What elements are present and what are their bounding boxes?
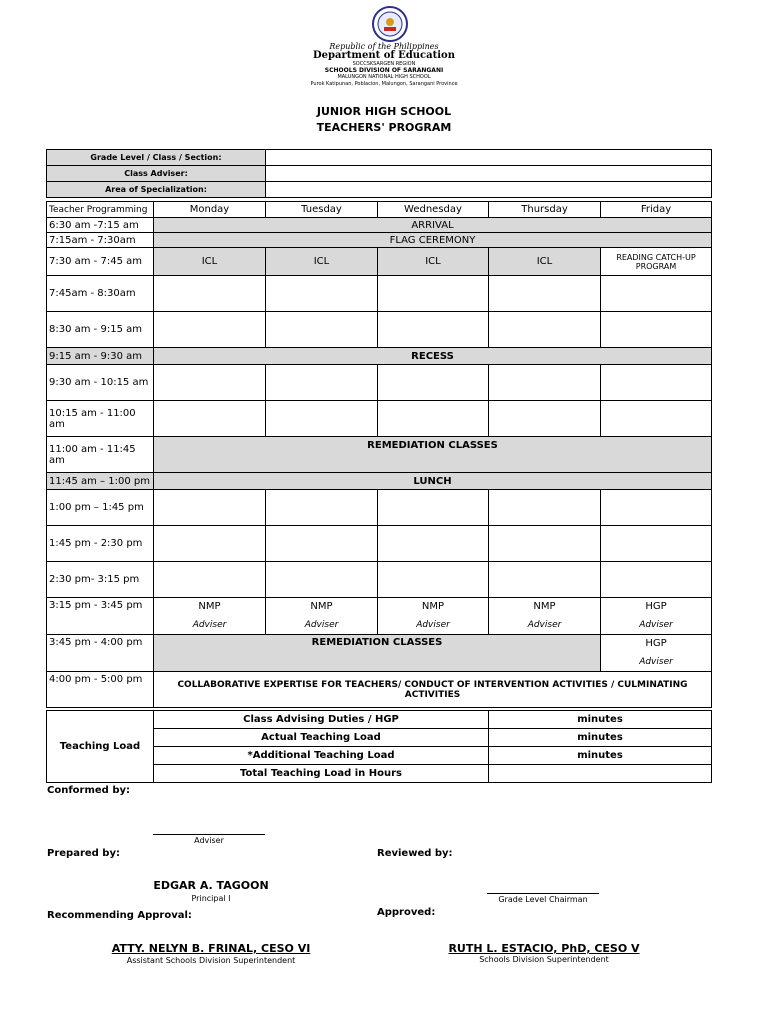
recommending-approval-label: Recommending Approval:	[47, 910, 192, 921]
division-text: SCHOOLS DIVISION OF SARANGANI	[324, 67, 444, 74]
time-slot: 3:45 pm - 4:00 pm	[47, 635, 154, 672]
additional-minutes[interactable]: minutes	[489, 747, 712, 765]
schedule-cell[interactable]	[154, 490, 266, 526]
schedule-cell[interactable]	[266, 490, 378, 526]
chairman-caption: Grade Level Chairman	[498, 895, 588, 904]
class-adviser-label: Class Adviser:	[47, 166, 266, 182]
schedule-cell[interactable]	[601, 276, 712, 312]
schedule-cell[interactable]	[601, 562, 712, 598]
region-text: SOCCSKSARGEN REGION	[352, 61, 416, 67]
prepared-by-label: Prepared by:	[47, 848, 120, 859]
advising-minutes[interactable]: minutes	[489, 711, 712, 729]
asds-name: ATTY. NELYN B. FRINAL, CESO VI	[111, 942, 311, 955]
approved-label: Approved:	[377, 907, 436, 918]
specialization-label: Area of Specialization:	[47, 182, 266, 198]
schedule-cell[interactable]	[601, 490, 712, 526]
adviser-note: Adviser	[527, 620, 562, 630]
time-slot: 10:15 am - 11:00 am	[47, 401, 154, 437]
time-slot: 11:00 am - 11:45 am	[47, 437, 154, 473]
day-monday: Monday	[154, 202, 266, 218]
recess-cell: RECESS	[154, 348, 712, 365]
time-slot: 3:15 pm - 3:45 pm	[47, 598, 154, 635]
actual-minutes[interactable]: minutes	[489, 729, 712, 747]
grade-level-label: Grade Level / Class / Section:	[47, 150, 266, 166]
schedule-cell[interactable]	[489, 401, 601, 437]
doc-title-1: JUNIOR HIGH SCHOOL	[316, 105, 452, 118]
schedule-cell[interactable]	[378, 365, 489, 401]
time-slot: 7:45am - 8:30am	[47, 276, 154, 312]
conformed-by-label: Conformed by:	[47, 785, 130, 796]
time-slot: 2:30 pm- 3:15 pm	[47, 562, 154, 598]
teaching-load-label: Teaching Load	[47, 711, 154, 783]
schedule-cell[interactable]	[489, 312, 601, 348]
nmp-label: NMP	[533, 601, 556, 612]
collaborative-expertise-cell: COLLABORATIVE EXPERTISE FOR TEACHERS/ CONDUCT OF INTERVENTION ACTIVITIES / CULMINATING ACTIVITIES	[154, 672, 712, 708]
class-advising-label: Class Advising Duties / HGP	[154, 711, 489, 729]
schedule-cell[interactable]	[489, 490, 601, 526]
schedule-cell[interactable]	[266, 276, 378, 312]
schedule-table	[46, 201, 712, 708]
doc-title-2: TEACHERS' PROGRAM	[316, 121, 452, 134]
schedule-cell[interactable]	[489, 276, 601, 312]
schedule-cell[interactable]	[378, 401, 489, 437]
class-adviser-value[interactable]	[266, 166, 712, 182]
additional-load-label: *Additional Teaching Load	[154, 747, 489, 765]
republic-text: Republic of the Philippines	[329, 42, 439, 51]
schedule-cell[interactable]	[266, 526, 378, 562]
schedule-cell[interactable]	[378, 312, 489, 348]
schedule-cell[interactable]	[601, 401, 712, 437]
schedule-cell[interactable]	[266, 401, 378, 437]
flag-ceremony-cell: FLAG CEREMONY	[154, 233, 712, 248]
total-load-value[interactable]	[489, 765, 712, 783]
actual-load-label: Actual Teaching Load	[154, 729, 489, 747]
sds-title: Schools Division Superintendent	[479, 955, 609, 964]
lunch-cell: LUNCH	[154, 473, 712, 490]
time-slot: 1:45 pm - 2:30 pm	[47, 526, 154, 562]
schedule-cell[interactable]	[154, 312, 266, 348]
schedule-cell[interactable]	[266, 312, 378, 348]
hgp-label: HGP	[645, 601, 667, 612]
adviser-signature-line	[153, 834, 265, 835]
schedule-cell[interactable]	[489, 526, 601, 562]
schedule-cell[interactable]	[266, 562, 378, 598]
icl-wednesday: ICL	[378, 248, 489, 276]
schedule-cell[interactable]	[378, 562, 489, 598]
schedule-cell[interactable]	[154, 562, 266, 598]
grade-level-value[interactable]	[266, 150, 712, 166]
time-slot: 4:00 pm - 5:00 pm	[47, 672, 154, 708]
adviser-note: Adviser	[304, 620, 339, 630]
schedule-cell[interactable]	[489, 562, 601, 598]
day-friday: Friday	[601, 202, 712, 218]
time-slot: 7:30 am - 7:45 am	[47, 248, 154, 276]
time-slot: 9:30 am - 10:15 am	[47, 365, 154, 401]
department-text: Department of Education	[313, 50, 455, 61]
adviser-note: Adviser	[416, 620, 450, 630]
arrival-cell: ARRIVAL	[154, 218, 712, 233]
day-wednesday: Wednesday	[378, 202, 489, 218]
school-text: MALUNGON NATIONAL HIGH SCHOOL	[337, 74, 431, 80]
day-tuesday: Tuesday	[266, 202, 378, 218]
principal-title: Principal I	[191, 894, 231, 903]
total-load-label: Total Teaching Load in Hours	[154, 765, 489, 783]
adviser-note: Adviser	[639, 657, 673, 667]
schedule-cell[interactable]	[154, 401, 266, 437]
reviewed-by-label: Reviewed by:	[377, 848, 453, 859]
address-text: Purok Katipunan, Poblacion, Malungon, Sarangani Province	[310, 81, 458, 87]
schedule-cell[interactable]	[378, 490, 489, 526]
schedule-cell[interactable]	[154, 526, 266, 562]
deped-seal	[372, 6, 408, 42]
time-slot: 6:30 am -7:15 am	[47, 218, 154, 233]
icl-monday: ICL	[154, 248, 266, 276]
schedule-cell[interactable]	[601, 365, 712, 401]
info-table	[46, 149, 712, 198]
schedule-cell[interactable]	[266, 365, 378, 401]
adviser-note: Adviser	[192, 620, 227, 630]
day-thursday: Thursday	[489, 202, 601, 218]
remediation-classes-cell: REMEDIATION CLASSES	[154, 635, 601, 672]
adviser-caption: Adviser	[194, 836, 224, 845]
hgp-label: HGP	[645, 638, 667, 649]
nmp-label: NMP	[421, 601, 445, 612]
icl-thursday: ICL	[489, 248, 601, 276]
remediation-classes-cell: REMEDIATION CLASSES	[154, 437, 712, 473]
reading-catchup-friday: READING CATCH-UP PROGRAM	[601, 248, 712, 276]
principal-name: EDGAR A. TAGOON	[153, 879, 269, 892]
nmp-label: NMP	[198, 601, 221, 612]
chairman-signature-line	[487, 893, 599, 894]
time-slot: 11:45 am – 1:00 pm	[47, 473, 154, 490]
schedule-cell[interactable]	[154, 365, 266, 401]
schedule-cell[interactable]	[601, 526, 712, 562]
nmp-label: NMP	[310, 601, 333, 612]
schedule-cell[interactable]	[601, 312, 712, 348]
teaching-load-table	[46, 710, 712, 783]
schedule-cell[interactable]	[378, 526, 489, 562]
time-slot: 7:15am - 7:30am	[47, 233, 154, 248]
adviser-note: Adviser	[639, 620, 673, 630]
specialization-value[interactable]	[266, 182, 712, 198]
time-slot: 9:15 am - 9:30 am	[47, 348, 154, 365]
icl-tuesday: ICL	[266, 248, 378, 276]
schedule-cell[interactable]	[378, 276, 489, 312]
corner-label: Teacher Programming	[47, 202, 154, 218]
asds-title: Assistant Schools Division Superintendent	[126, 956, 296, 965]
schedule-cell[interactable]	[154, 276, 266, 312]
time-slot: 8:30 am - 9:15 am	[47, 312, 154, 348]
schedule-cell[interactable]	[489, 365, 601, 401]
time-slot: 1:00 pm – 1:45 pm	[47, 490, 154, 526]
sds-name: RUTH L. ESTACIO, PhD, CESO V	[448, 942, 640, 955]
